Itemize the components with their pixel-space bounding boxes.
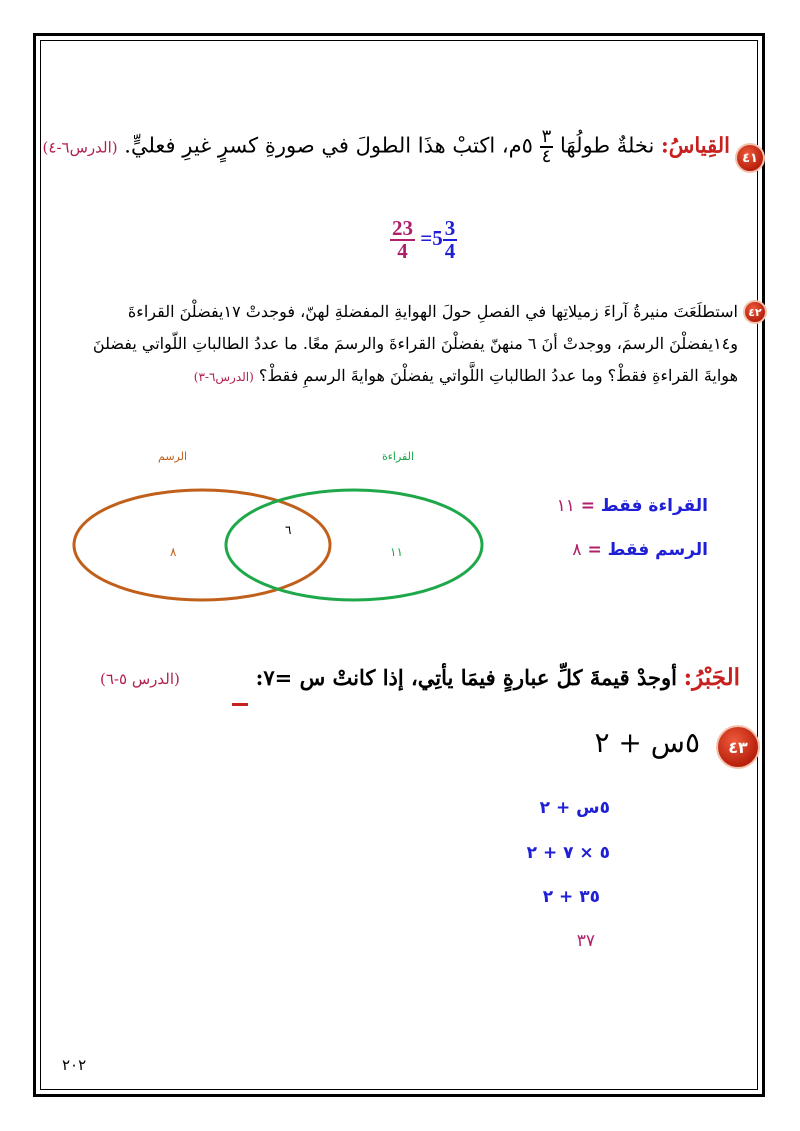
answer-rhs-den: 4 — [444, 239, 456, 263]
answer-lhs-den: 4 — [397, 239, 408, 263]
answer-lhs-num: 23 — [392, 216, 413, 240]
question-42-line-3-text: هوايةَ القراءةِ فقطْ؟ وما عددُ الطالباتِ اللَّواتي يفضلْنَ هوايةَ الرسمِ فقطْ؟ — [258, 366, 738, 385]
answer-drawing-label: الرسم — [655, 540, 708, 560]
question-43-badge: ٤٣ — [716, 725, 760, 769]
answer-reading-label: القراءة فقط — [600, 496, 708, 516]
algebra-heading — [256, 664, 740, 691]
venn-reading-only-count: ١١ — [390, 545, 403, 559]
answer-reading-eq: = — [580, 496, 595, 516]
question-42-line-3 — [48, 360, 738, 393]
answer-drawing-only — [572, 540, 708, 560]
venn-drawing-only-count: ٨ — [170, 545, 177, 559]
work-result: ٣٧ — [576, 931, 595, 951]
question-41-title: القِياسُ: — [661, 132, 730, 158]
work-step-3: ٣٥ + ٢ — [542, 887, 600, 907]
answer-reading-value: ١١ — [556, 496, 575, 516]
answer-drawing-label-2: فقط — [607, 540, 650, 560]
page-number: ٢٠٢ — [62, 1056, 87, 1074]
question-42-lesson-ref: (الدرس٦-٣) — [193, 370, 254, 384]
answer-whole: 5 — [432, 225, 443, 250]
algebra-title: الجَبْرُ: — [683, 664, 740, 691]
question-41-text — [42, 126, 730, 167]
question-43-expression: ٥س + ٢ — [594, 726, 700, 759]
question-42-text — [48, 296, 738, 393]
question-41-answer — [390, 218, 457, 262]
answer-drawing-value: ٨ — [572, 540, 582, 560]
work-step-1: ٥س + ٢ — [539, 798, 610, 818]
question-41-unit: م — [508, 133, 522, 158]
question-42-badge: ٤٢ — [743, 300, 767, 324]
venn-svg — [60, 445, 500, 605]
question-42-line-1: استطلَعَتَ منيرةُ آراءَ زميلاتِها في الفصلِ حولَ الهوايةِ المفضلةِ لهنّ، فوجدتْ ١٧يفضلْنَ القراءةَ — [127, 302, 738, 321]
red-underline-mark — [232, 703, 248, 706]
venn-label-reading: القراءة — [382, 450, 415, 463]
answer-drawing-eq: = — [587, 540, 602, 560]
question-41-badge: ٤١ — [735, 143, 765, 173]
venn-both-count: ٦ — [285, 523, 292, 537]
question-41-fraction — [540, 128, 554, 166]
answer-equals: = — [420, 225, 433, 250]
answer-reading-only — [557, 496, 708, 516]
venn-circle-drawing — [74, 490, 330, 600]
answer-rhs-num: 3 — [444, 216, 456, 240]
algebra-instruction: أوجدْ قيمةَ كلِّ عبارةٍ فيمَا يأتِي، إذا كانتْ س =٧: — [255, 665, 677, 690]
venn-label-drawing: الرسم — [158, 450, 188, 463]
venn-circle-reading — [226, 490, 482, 600]
algebra-lesson-ref: (الدرس ٥-٦) — [100, 670, 180, 688]
answer-mixed-fraction — [443, 218, 458, 262]
question-42-line-2: و١٤يفضلْنَ الرسمَ، ووجدتْ أنَ ٦ منهنّ يفضلْنَ القراءةَ والرسمَ معًا. ما عددُ الطالباتِ اللّواتي يفضلنَ — [92, 334, 738, 353]
question-41-text-b: ، اكتبْ هذَا الطولَ في صورةِ كسرٍ غيرِ فعليٍّ. — [124, 133, 509, 158]
question-41-fraction-num: ٣ — [541, 126, 552, 147]
venn-diagram — [60, 445, 500, 605]
answer-improper-fraction — [390, 218, 415, 262]
question-41-text-a: نخلةٌ طولُهَا — [560, 133, 655, 158]
question-41-lesson-ref: (الدرس٦-٤) — [42, 138, 118, 157]
question-41-fraction-den: ٤ — [541, 146, 552, 167]
question-41-whole: ٥ — [521, 133, 533, 158]
work-step-2: ٥ × ٧ + ٢ — [526, 843, 610, 863]
